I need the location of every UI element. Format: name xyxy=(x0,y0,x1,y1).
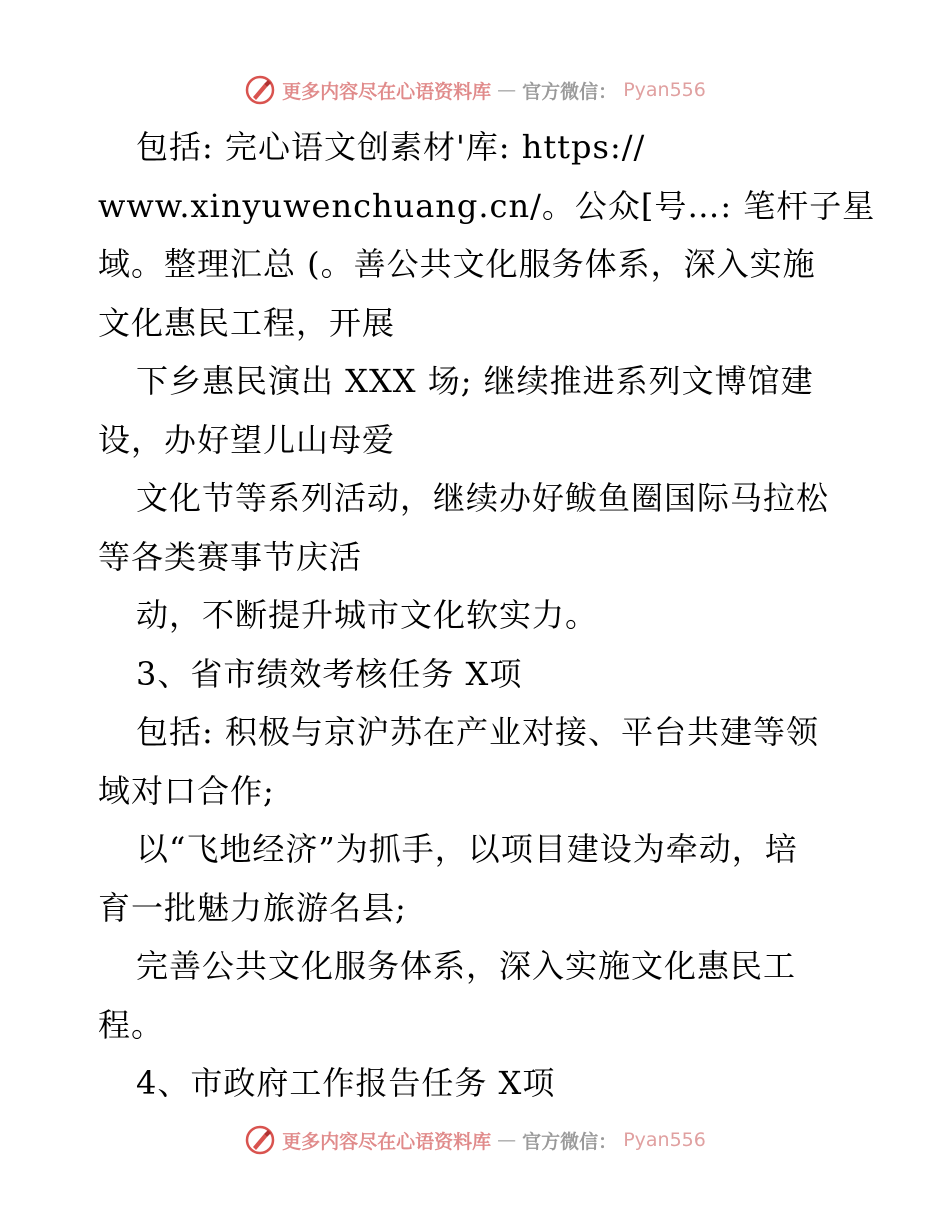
text-line: 动，不断提升城市文化软实力。 xyxy=(136,596,599,634)
text-line: 3、省市绩效考核任务 X项 xyxy=(136,654,523,693)
text-line: 育一批魅力旅游名县; xyxy=(98,888,407,927)
header-watermark xyxy=(0,70,950,110)
text-line: 等各类赛事节庆活 xyxy=(98,537,363,576)
text-line: 包括: 完心语文创素材'库: https:// xyxy=(136,128,646,166)
text-line: 程。 xyxy=(98,1005,165,1044)
text-line: 包括: 积极与京沪苏在产业对接、平台共建等领 xyxy=(136,713,819,751)
footer-watermark xyxy=(0,1120,950,1160)
text-line: 4、市政府工作报告任务 X项 xyxy=(136,1064,556,1102)
text-line: 以“飞地经济”为抓手，以项目建设为牵动，培 xyxy=(136,830,798,868)
watermark-wechat-label: 官方微信： xyxy=(522,1130,618,1153)
pen-logo-icon xyxy=(244,74,276,106)
watermark-wechat-id: Pyan556 xyxy=(623,79,706,101)
watermark-main-text: 更多内容尽在心语资料库 xyxy=(282,1130,492,1153)
text-line: 设，办好望儿山母爱 xyxy=(98,420,396,459)
text-line: www.xinyuwenchuang.cn/。公众[号…: 笔杆子星 xyxy=(98,186,876,225)
watermark-separator: — xyxy=(497,79,517,101)
text-line: 下乡惠民演出 XXX 场; 继续推进系列文博馆建 xyxy=(136,362,814,400)
watermark-wechat-label: 官方微信： xyxy=(522,80,618,103)
text-line: 完善公共文化服务体系，深入实施文化惠民工 xyxy=(136,947,797,985)
document-body xyxy=(98,118,876,1113)
text-line: 域对口合作; xyxy=(98,771,275,810)
pen-logo-icon xyxy=(244,1124,276,1156)
watermark-main-text: 更多内容尽在心语资料库 xyxy=(282,80,492,103)
text-line: 域。整理汇总 (。善公共文化服务体系，深入实施 xyxy=(98,245,816,283)
watermark-wechat-id: Pyan556 xyxy=(623,1129,706,1151)
text-line: 文化惠民工程，开展 xyxy=(98,303,396,342)
text-line: 文化节等系列活动，继续办好鲅鱼圈国际马拉松 xyxy=(136,479,830,517)
watermark-separator: — xyxy=(497,1129,517,1151)
